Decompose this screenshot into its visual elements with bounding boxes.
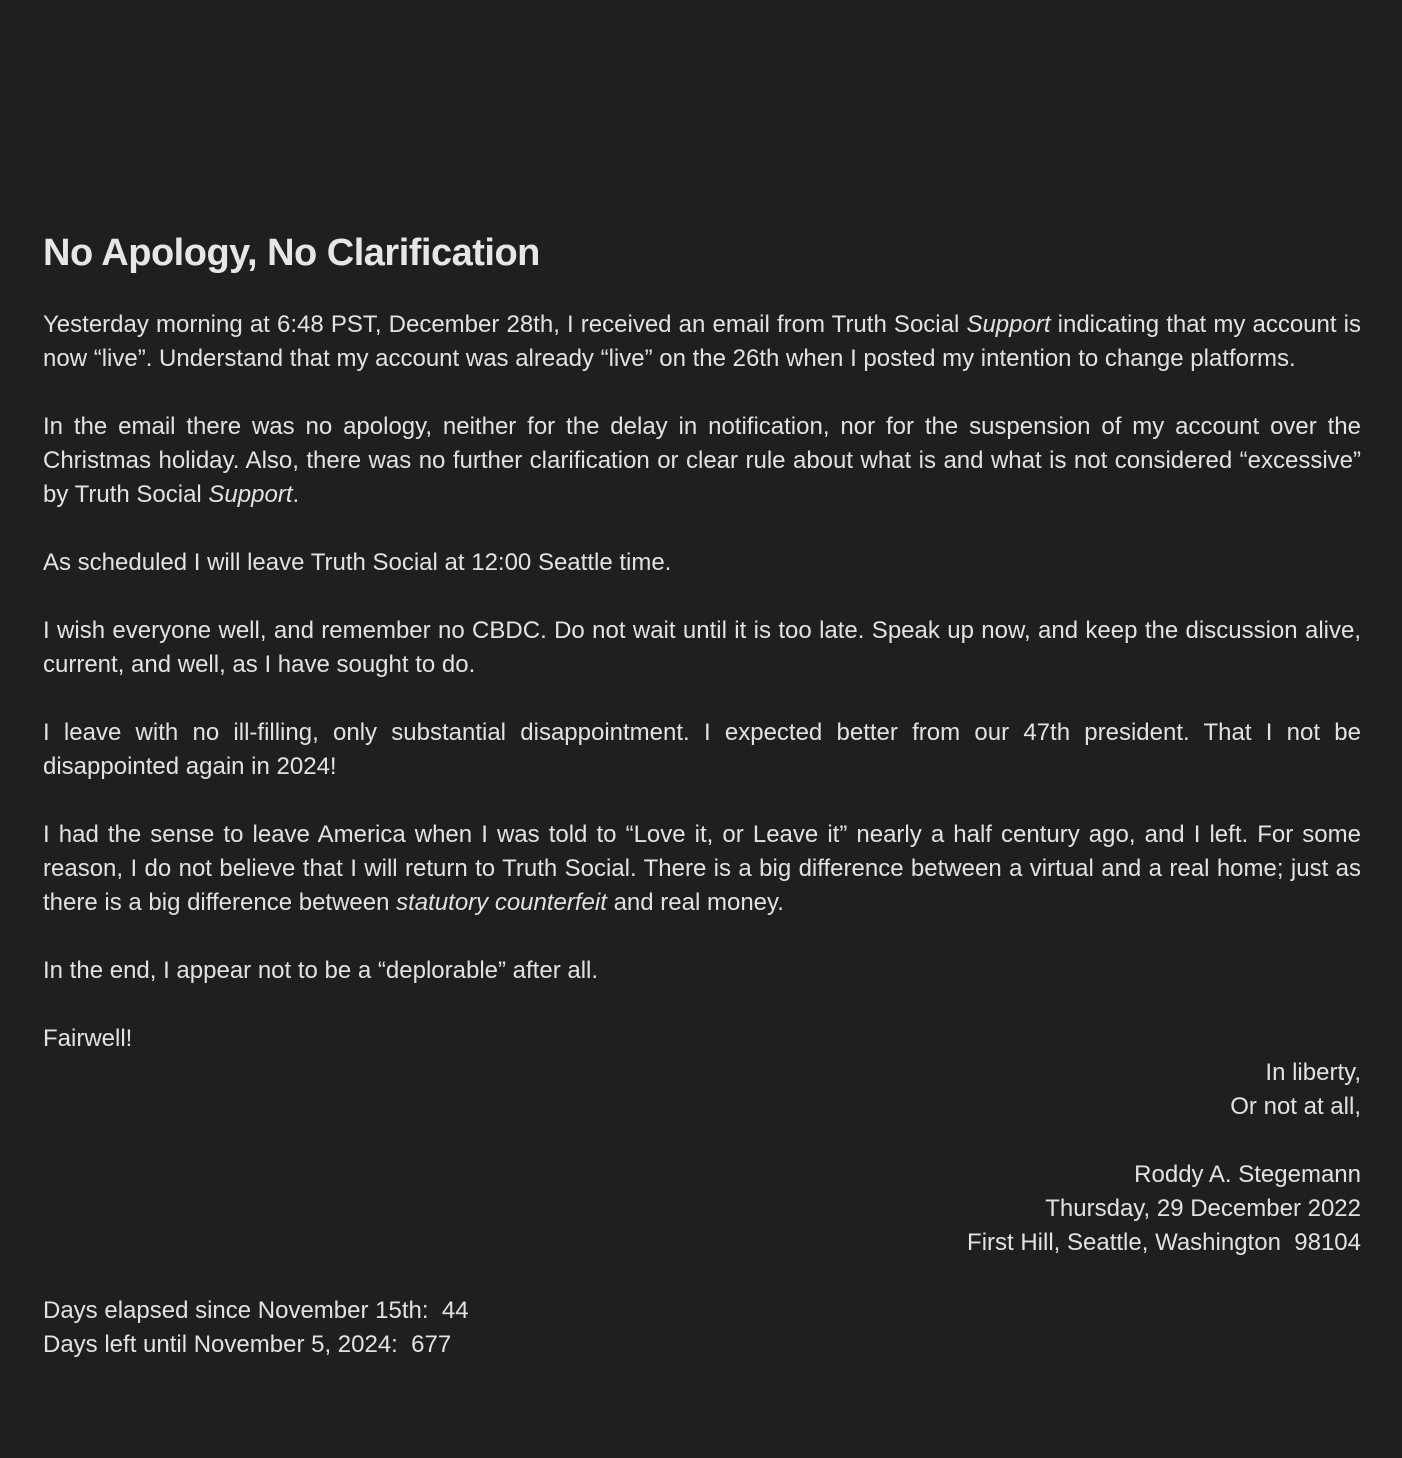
document-body bbox=[43, 308, 1361, 1362]
signature-date: Thursday, 29 December 2022 bbox=[1045, 1195, 1361, 1222]
paragraph-7: In the end, I appear not to be a “deplorable” after all. bbox=[43, 957, 599, 984]
paragraph-3: As scheduled I will leave Truth Social at 12:00 Seattle time. bbox=[43, 549, 672, 576]
paragraph-6-text-b: and real money. bbox=[606, 889, 784, 916]
paragraph-6-emphasis: statutory counterfeit bbox=[396, 889, 607, 916]
closing-line-1: In liberty, bbox=[1265, 1059, 1361, 1086]
paragraph-2-text-b: . bbox=[292, 481, 300, 508]
days-elapsed: Days elapsed since November 15th: 44 bbox=[43, 1297, 469, 1324]
paragraph-1-text-a: Yesterday morning at 6:48 PST, December 28th, I received an email from Truth Social bbox=[43, 311, 967, 338]
paragraph-4: I wish everyone well, and remember no CBDC. Do not wait until it is too late. Speak up now, and keep the discussion alive, current, and well, as I have sought to do. bbox=[43, 617, 1361, 678]
paragraph-6 bbox=[43, 818, 1361, 920]
signature-name: Roddy A. Stegemann bbox=[1134, 1161, 1361, 1188]
day-counters bbox=[43, 1294, 1361, 1362]
paragraph-5: I leave with no ill-filling, only substantial disappointment. I expected better from our 47th president. That I not be disappointed again in 2024! bbox=[43, 719, 1361, 780]
closing-block bbox=[43, 1056, 1361, 1124]
signature-block bbox=[43, 1158, 1361, 1260]
document-page bbox=[43, 228, 1361, 1362]
paragraph-2-text-a: In the email there was no apology, neither for the delay in notification, nor for the suspension of my account over the Christmas holiday. Also, there was no further clarification or clear rule about what is and what is not considered “excessive” by Truth Social bbox=[43, 413, 1361, 508]
page-title: No Apology, No Clarification bbox=[43, 232, 540, 274]
closing-line-2: Or not at all, bbox=[1230, 1093, 1361, 1120]
paragraph-2 bbox=[43, 410, 1361, 512]
signature-location: First Hill, Seattle, Washington 98104 bbox=[967, 1229, 1361, 1256]
days-left: Days left until November 5, 2024: 677 bbox=[43, 1331, 452, 1358]
paragraph-8: Fairwell! bbox=[43, 1025, 133, 1052]
paragraph-2-emphasis: Support bbox=[208, 481, 293, 508]
paragraph-6-text-a: I had the sense to leave America when I was told to “Love it, or Leave it” nearly a half century ago, and I left. For some reason, I do not believe that I will return to Truth Social. There is a big difference between a virtual and a real home; just as there is a big difference between bbox=[43, 821, 1361, 916]
paragraph-1-text-b: indicating that my account is now “live”. Understand that my account was already “live” on the 26th when I posted my intention to change platforms. bbox=[43, 311, 1362, 372]
paragraph-1-emphasis: Support bbox=[966, 311, 1051, 338]
paragraph-1 bbox=[43, 308, 1361, 376]
